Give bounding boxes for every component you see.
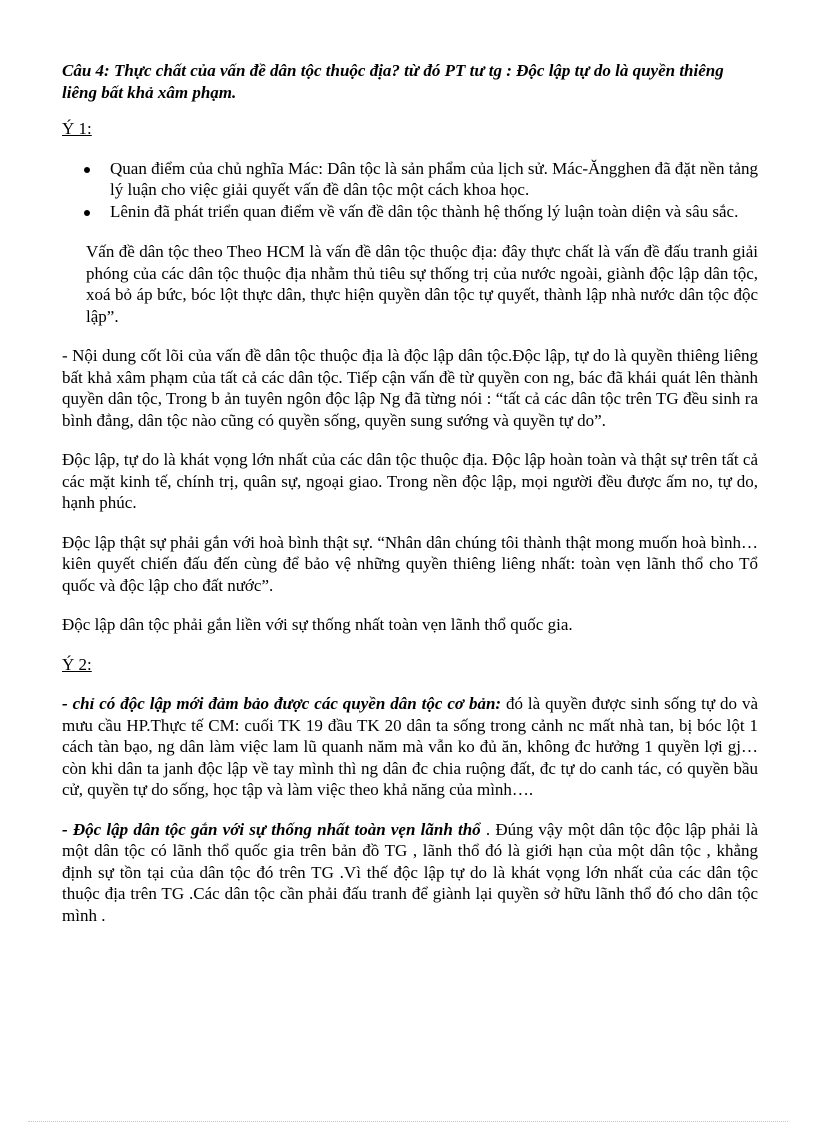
question-title: Câu 4: Thực chất của vấn đề dân tộc thuộc địa? từ đó PT tư tg : Độc lập tự do là quyền thiêng liêng bất khả xâm phạm. [62,61,724,102]
territorial-integrity-paragraph [62,819,758,927]
bullet-item-marx [62,158,758,201]
document-page [62,60,758,944]
bullet-item-lenin [62,201,758,223]
peace-paragraph: Độc lập thật sự phải gắn với hoà bình thật sự. “Nhân dân chúng tôi thành thật mong muốn hoà bình…kiên quyết chiến đấu đến cùng để bảo vệ những quyền thiêng liêng nhất: toàn vẹn lãnh thổ cho Tổ quốc và độc lập cho đất nước”. [62,532,758,595]
territorial-integrity-body: . Đúng vậy một dân tộc độc lập phải là một dân tộc có lãnh thổ quốc gia trên bản đồ TG , lãnh thổ đó là giới hạn của một dân tộc , khẳng định sự tồn tại của dân tộc đó trên TG .Vì thế độc lập tự do là khát vọng lớn nhất của các dân tộc thuộc địa trên TG .Các dân tộc cần phải đấu tranh để giành lại quyền sở hữu lãnh thổ đó cho dân tộc mình . [62,819,759,925]
hcm-view-paragraph: Vấn đề dân tộc theo Theo HCM là vấn đề dân tộc thuộc địa: đây thực chất là vấn đề đấu tranh giải phóng của các dân tộc thuộc địa nhằm thủ tiêu sự thống trị của nước ngoài, giành độc lập dân tộc, xoá bỏ áp bức, bóc lột thực dân, thực hiện quyền dân tộc tự quyết, thành lập nhà nước dân tộc độc lập”. [86,242,758,326]
basic-rights-body: đó là quyền được sinh sống tự do và mưu cầu HP.Thực tế CM: cuối TK 19 đầu TK 20 dân ta sống trong cảnh nc mất nhà tan, bị bóc lột 1 cách tàn bạo, ng dân làm việc lam lũ quanh năm mà vẫn ko đủ ăn, không đc hưởng 1 quyền lợi gj…còn khi dân ta janh độc lập về tay mình thì ng dân đc chia ruộng đất, đc tự do canh tác, có quyền bầu cử, quyền tự do sống, học tập và làm việc theo khả năng của mình…. [62,694,758,799]
bullet-dot-icon [84,167,90,173]
territorial-integrity-lead: - Độc lập dân tộc gắn với sự thống nhất toàn vẹn lãnh thổ [62,819,481,839]
aspiration-paragraph: Độc lập, tự do là khát vọng lớn nhất của các dân tộc thuộc địa. Độc lập hoàn toàn và thật sự trên tất cả các mặt kinh tế, chính trị, quân sự, ngoại giao. Trong nền độc lập, mọi người đều được ấm no, tự do, hạnh phúc. [62,450,758,512]
basic-rights-lead: - chỉ có độc lập mới đảm bảo được các quyền dân tộc cơ bản: [62,694,502,713]
section-1-bullet-list [62,158,758,223]
section-1-heading: Ý 1: [62,119,92,138]
section-2-heading: Ý 2: [62,654,92,674]
core-content-paragraph: - Nội dung cốt lõi của vấn đề dân tộc thuộc địa là độc lập dân tộc.Độc lập, tự do là quyền thiêng liêng bất khả xâm phạm của tất cả các dân tộc. Tiếp cận vấn đề từ quyền con ng, bác đã khái quát lên thành quyền dân tộc, Trong b ản tuyên ngôn độc lập Ng đã từng nói : “tất cả các dân tộc trên TG đều sinh ra bình đẳng, dân tộc nào cũng có quyền sống, quyền sung sướng và quyền tự do”. [62,346,758,430]
bullet-dot-icon [84,210,90,216]
bullet-text: Lênin đã phát triển quan điểm về vấn đề dân tộc thành hệ thống lý luận toàn diện và sâu sắc. [110,201,739,221]
territory-paragraph: Độc lập dân tộc phải gắn liền với sự thống nhất toàn vẹn lãnh thổ quốc gia. [62,615,573,634]
bullet-text: Quan điểm của chủ nghĩa Mác: Dân tộc là sản phẩm của lịch sử. Mác-Ăngghen đã đặt nền tảng lý luận cho việc giải quyết vấn đề dân tộc một cách khoa học. [110,158,758,199]
basic-rights-paragraph [62,693,758,801]
page-bottom-divider [28,1121,788,1122]
